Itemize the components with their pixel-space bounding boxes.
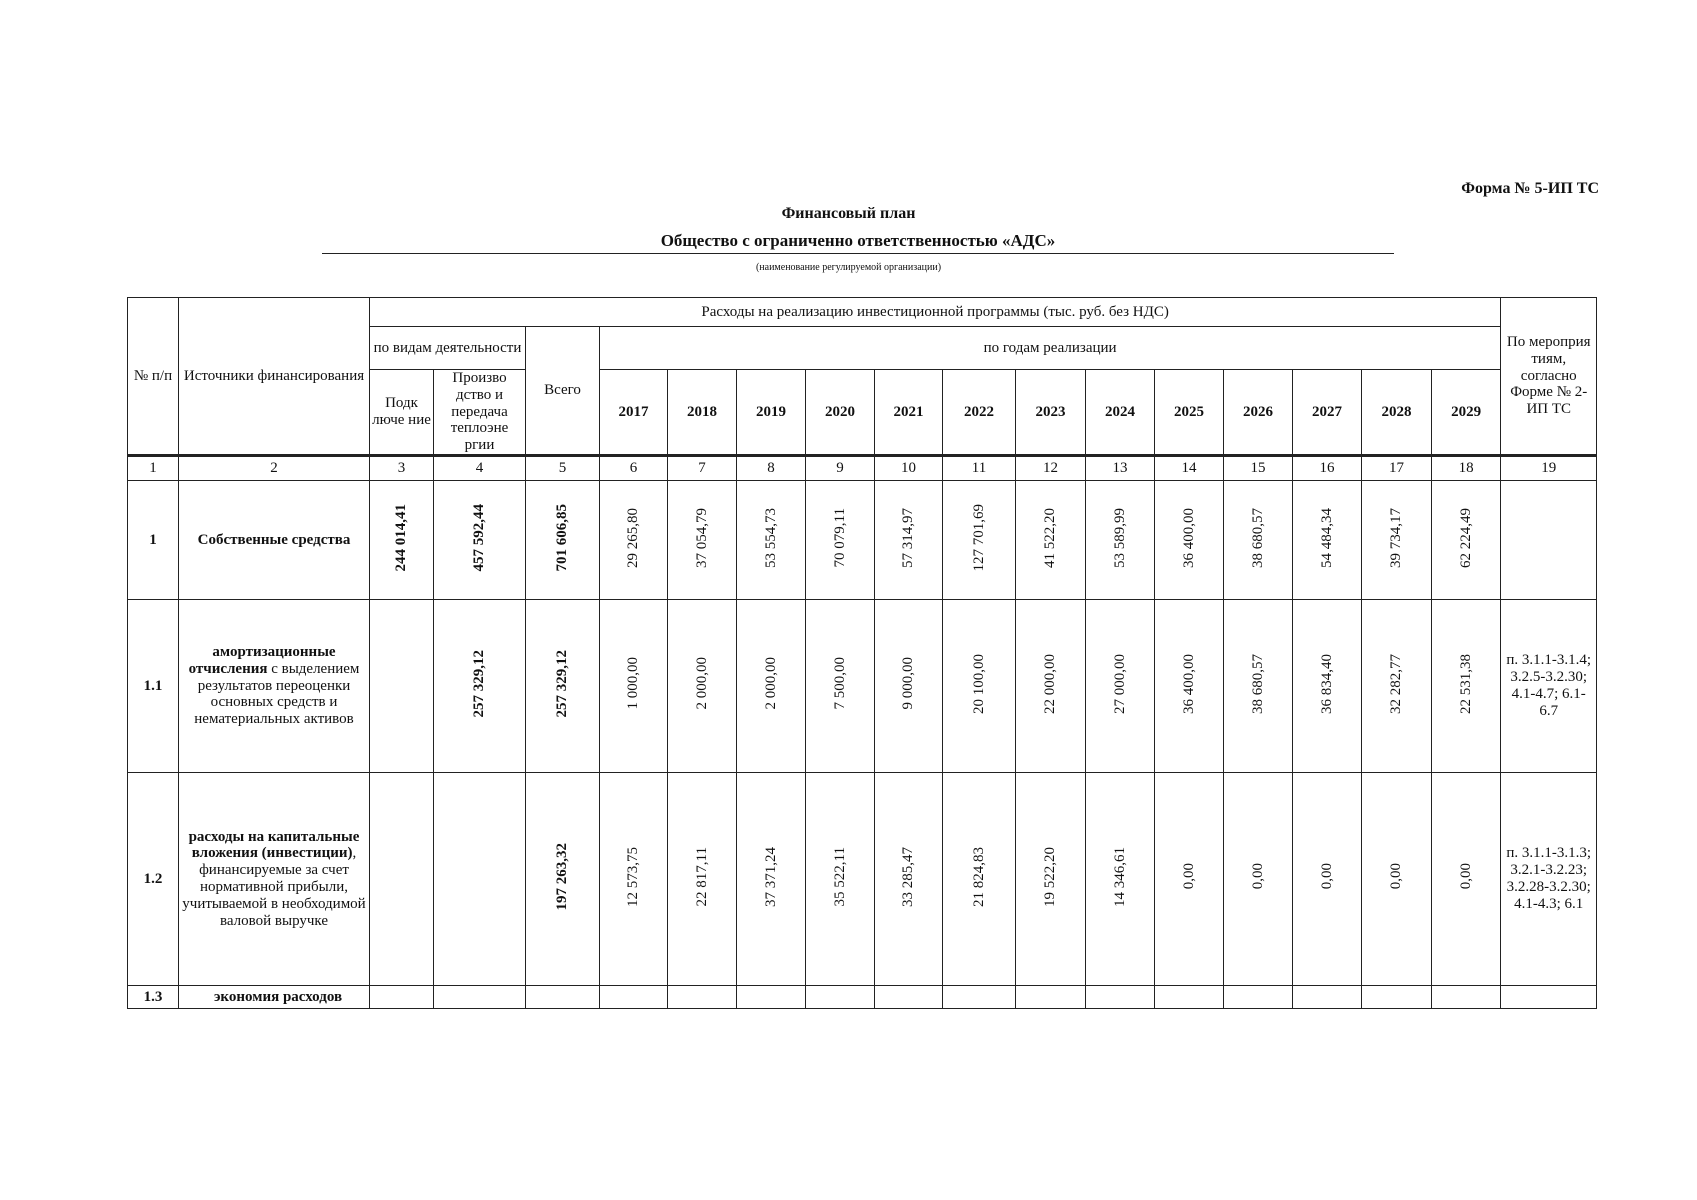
- header-year: 2025: [1155, 370, 1224, 456]
- cell-year-value: 7 500,00: [806, 599, 875, 772]
- row-source: расходы на капитальные вложения (инвестиции), финансируемые за счет нормативной прибыли, учитываемой в необходимой валовой выручке: [179, 772, 370, 985]
- cell-year-value: 53 589,99: [1086, 480, 1155, 599]
- cell-total: 701 606,85: [526, 480, 600, 599]
- cell-year-value: 0,00: [1362, 772, 1432, 985]
- cell-empty: [1501, 985, 1597, 1008]
- cell-year-value: 70 079,11: [806, 480, 875, 599]
- column-number: 11: [943, 455, 1016, 480]
- cell-production: 257 329,12: [434, 599, 526, 772]
- column-number: 3: [370, 455, 434, 480]
- cell-year-value: 127 701,69: [943, 480, 1016, 599]
- cell-empty: [737, 985, 806, 1008]
- cell-total: 197 263,32: [526, 772, 600, 985]
- cell-year-value: 32 282,77: [1362, 599, 1432, 772]
- header-production: Произво дство и передача теплоэне ргии: [434, 370, 526, 456]
- column-number: 15: [1224, 455, 1293, 480]
- cell-total: 257 329,12: [526, 599, 600, 772]
- cell-empty: [1432, 985, 1501, 1008]
- header-year: 2024: [1086, 370, 1155, 456]
- cell-year-value: 57 314,97: [875, 480, 943, 599]
- cell-year-value: 0,00: [1224, 772, 1293, 985]
- document-title: Финансовый план: [781, 205, 916, 222]
- cell-empty: [434, 985, 526, 1008]
- column-number: 13: [1086, 455, 1155, 480]
- header-year: 2027: [1293, 370, 1362, 456]
- cell-production: 457 592,44: [434, 480, 526, 599]
- cell-empty: [875, 985, 943, 1008]
- row-source: амортизационные отчисления с выделением результатов переоценки основных средств и нематериальных активов: [179, 599, 370, 772]
- column-number: 17: [1362, 455, 1432, 480]
- cell-connection: [370, 772, 434, 985]
- cell-year-value: 27 000,00: [1086, 599, 1155, 772]
- header-year: 2028: [1362, 370, 1432, 456]
- column-number: 2: [179, 455, 370, 480]
- cell-measures-ref: п. 3.1.1-3.1.3; 3.2.1-3.2.23; 3.2.28-3.2.30; 4.1-4.3; 6.1: [1501, 772, 1597, 985]
- cell-connection: 244 014,41: [370, 480, 434, 599]
- header-year: 2020: [806, 370, 875, 456]
- column-number: 14: [1155, 455, 1224, 480]
- header-year: 2017: [600, 370, 668, 456]
- table-row: [128, 772, 1597, 985]
- header-connection: Подк люче ние: [370, 370, 434, 456]
- cell-empty: [943, 985, 1016, 1008]
- header-total: Всего: [526, 327, 600, 456]
- cell-year-value: 36 400,00: [1155, 599, 1224, 772]
- cell-empty: [526, 985, 600, 1008]
- cell-year-value: 38 680,57: [1224, 480, 1293, 599]
- cell-year-value: 14 346,61: [1086, 772, 1155, 985]
- table-row: [128, 985, 1597, 1008]
- cell-year-value: 36 834,40: [1293, 599, 1362, 772]
- header-year: 2021: [875, 370, 943, 456]
- header-measures: По мероприя тиям, согласно Форме № 2-ИП ТС: [1501, 298, 1597, 456]
- cell-year-value: 0,00: [1293, 772, 1362, 985]
- column-number: 19: [1501, 455, 1597, 480]
- header-no: № п/п: [128, 298, 179, 456]
- header-year: 2026: [1224, 370, 1293, 456]
- cell-year-value: 41 522,20: [1016, 480, 1086, 599]
- form-number: Форма № 5-ИП ТС: [1461, 180, 1599, 197]
- cell-empty: [1362, 985, 1432, 1008]
- cell-year-value: 22 531,38: [1432, 599, 1501, 772]
- table-row: [128, 480, 1597, 599]
- column-number: 16: [1293, 455, 1362, 480]
- column-number: 7: [668, 455, 737, 480]
- header-year: 2022: [943, 370, 1016, 456]
- organization-caption: (наименование регулируемой организации): [755, 262, 942, 273]
- header-year: 2029: [1432, 370, 1501, 456]
- cell-year-value: 37 054,79: [668, 480, 737, 599]
- cell-year-value: 22 817,11: [668, 772, 737, 985]
- cell-year-value: 33 285,47: [875, 772, 943, 985]
- row-number: 1.2: [128, 772, 179, 985]
- cell-year-value: 9 000,00: [875, 599, 943, 772]
- cell-year-value: 37 371,24: [737, 772, 806, 985]
- cell-year-value: 12 573,75: [600, 772, 668, 985]
- cell-empty: [806, 985, 875, 1008]
- cell-measures-ref: [1501, 480, 1597, 599]
- cell-year-value: 39 734,17: [1362, 480, 1432, 599]
- cell-empty: [600, 985, 668, 1008]
- header-year: 2019: [737, 370, 806, 456]
- cell-year-value: 2 000,00: [737, 599, 806, 772]
- cell-year-value: 20 100,00: [943, 599, 1016, 772]
- cell-empty: [668, 985, 737, 1008]
- financial-plan-table: [127, 297, 1597, 1009]
- cell-empty: [1086, 985, 1155, 1008]
- cell-year-value: 1 000,00: [600, 599, 668, 772]
- cell-year-value: 29 265,80: [600, 480, 668, 599]
- header-year: 2018: [668, 370, 737, 456]
- header-year: 2023: [1016, 370, 1086, 456]
- cell-year-value: 0,00: [1155, 772, 1224, 985]
- row-number: 1.1: [128, 599, 179, 772]
- column-number: 1: [128, 455, 179, 480]
- cell-year-value: 2 000,00: [668, 599, 737, 772]
- column-number: 5: [526, 455, 600, 480]
- row-source: Собственные средства: [179, 480, 370, 599]
- column-number: 6: [600, 455, 668, 480]
- cell-empty: [1293, 985, 1362, 1008]
- cell-year-value: 53 554,73: [737, 480, 806, 599]
- column-number: 10: [875, 455, 943, 480]
- column-number: 4: [434, 455, 526, 480]
- cell-year-value: 22 000,00: [1016, 599, 1086, 772]
- cell-year-value: 62 224,49: [1432, 480, 1501, 599]
- cell-year-value: 19 522,20: [1016, 772, 1086, 985]
- header-source: Источники финансирования: [179, 298, 370, 456]
- cell-production: [434, 772, 526, 985]
- cell-year-value: 35 522,11: [806, 772, 875, 985]
- row-source: экономия расходов: [179, 985, 370, 1008]
- cell-year-value: 54 484,34: [1293, 480, 1362, 599]
- row-number: 1.3: [128, 985, 179, 1008]
- cell-year-value: 0,00: [1432, 772, 1501, 985]
- cell-connection: [370, 599, 434, 772]
- table-row: [128, 599, 1597, 772]
- column-number: 18: [1432, 455, 1501, 480]
- header-activity-group: по видам деятельности: [370, 327, 526, 370]
- organization-name: Общество с ограниченно ответственностью «АДС»: [322, 231, 1394, 254]
- cell-empty: [1155, 985, 1224, 1008]
- cell-measures-ref: п. 3.1.1-3.1.4; 3.2.5-3.2.30; 4.1-4.7; 6.1-6.7: [1501, 599, 1597, 772]
- cell-empty: [1224, 985, 1293, 1008]
- header-expenses-group: Расходы на реализацию инвестиционной программы (тыс. руб. без НДС): [370, 298, 1501, 327]
- cell-empty: [1016, 985, 1086, 1008]
- column-number: 9: [806, 455, 875, 480]
- row-number: 1: [128, 480, 179, 599]
- cell-year-value: 38 680,57: [1224, 599, 1293, 772]
- cell-year-value: 36 400,00: [1155, 480, 1224, 599]
- column-number: 8: [737, 455, 806, 480]
- cell-year-value: 21 824,83: [943, 772, 1016, 985]
- cell-empty: [370, 985, 434, 1008]
- column-number: 12: [1016, 455, 1086, 480]
- header-years-group: по годам реализации: [600, 327, 1501, 370]
